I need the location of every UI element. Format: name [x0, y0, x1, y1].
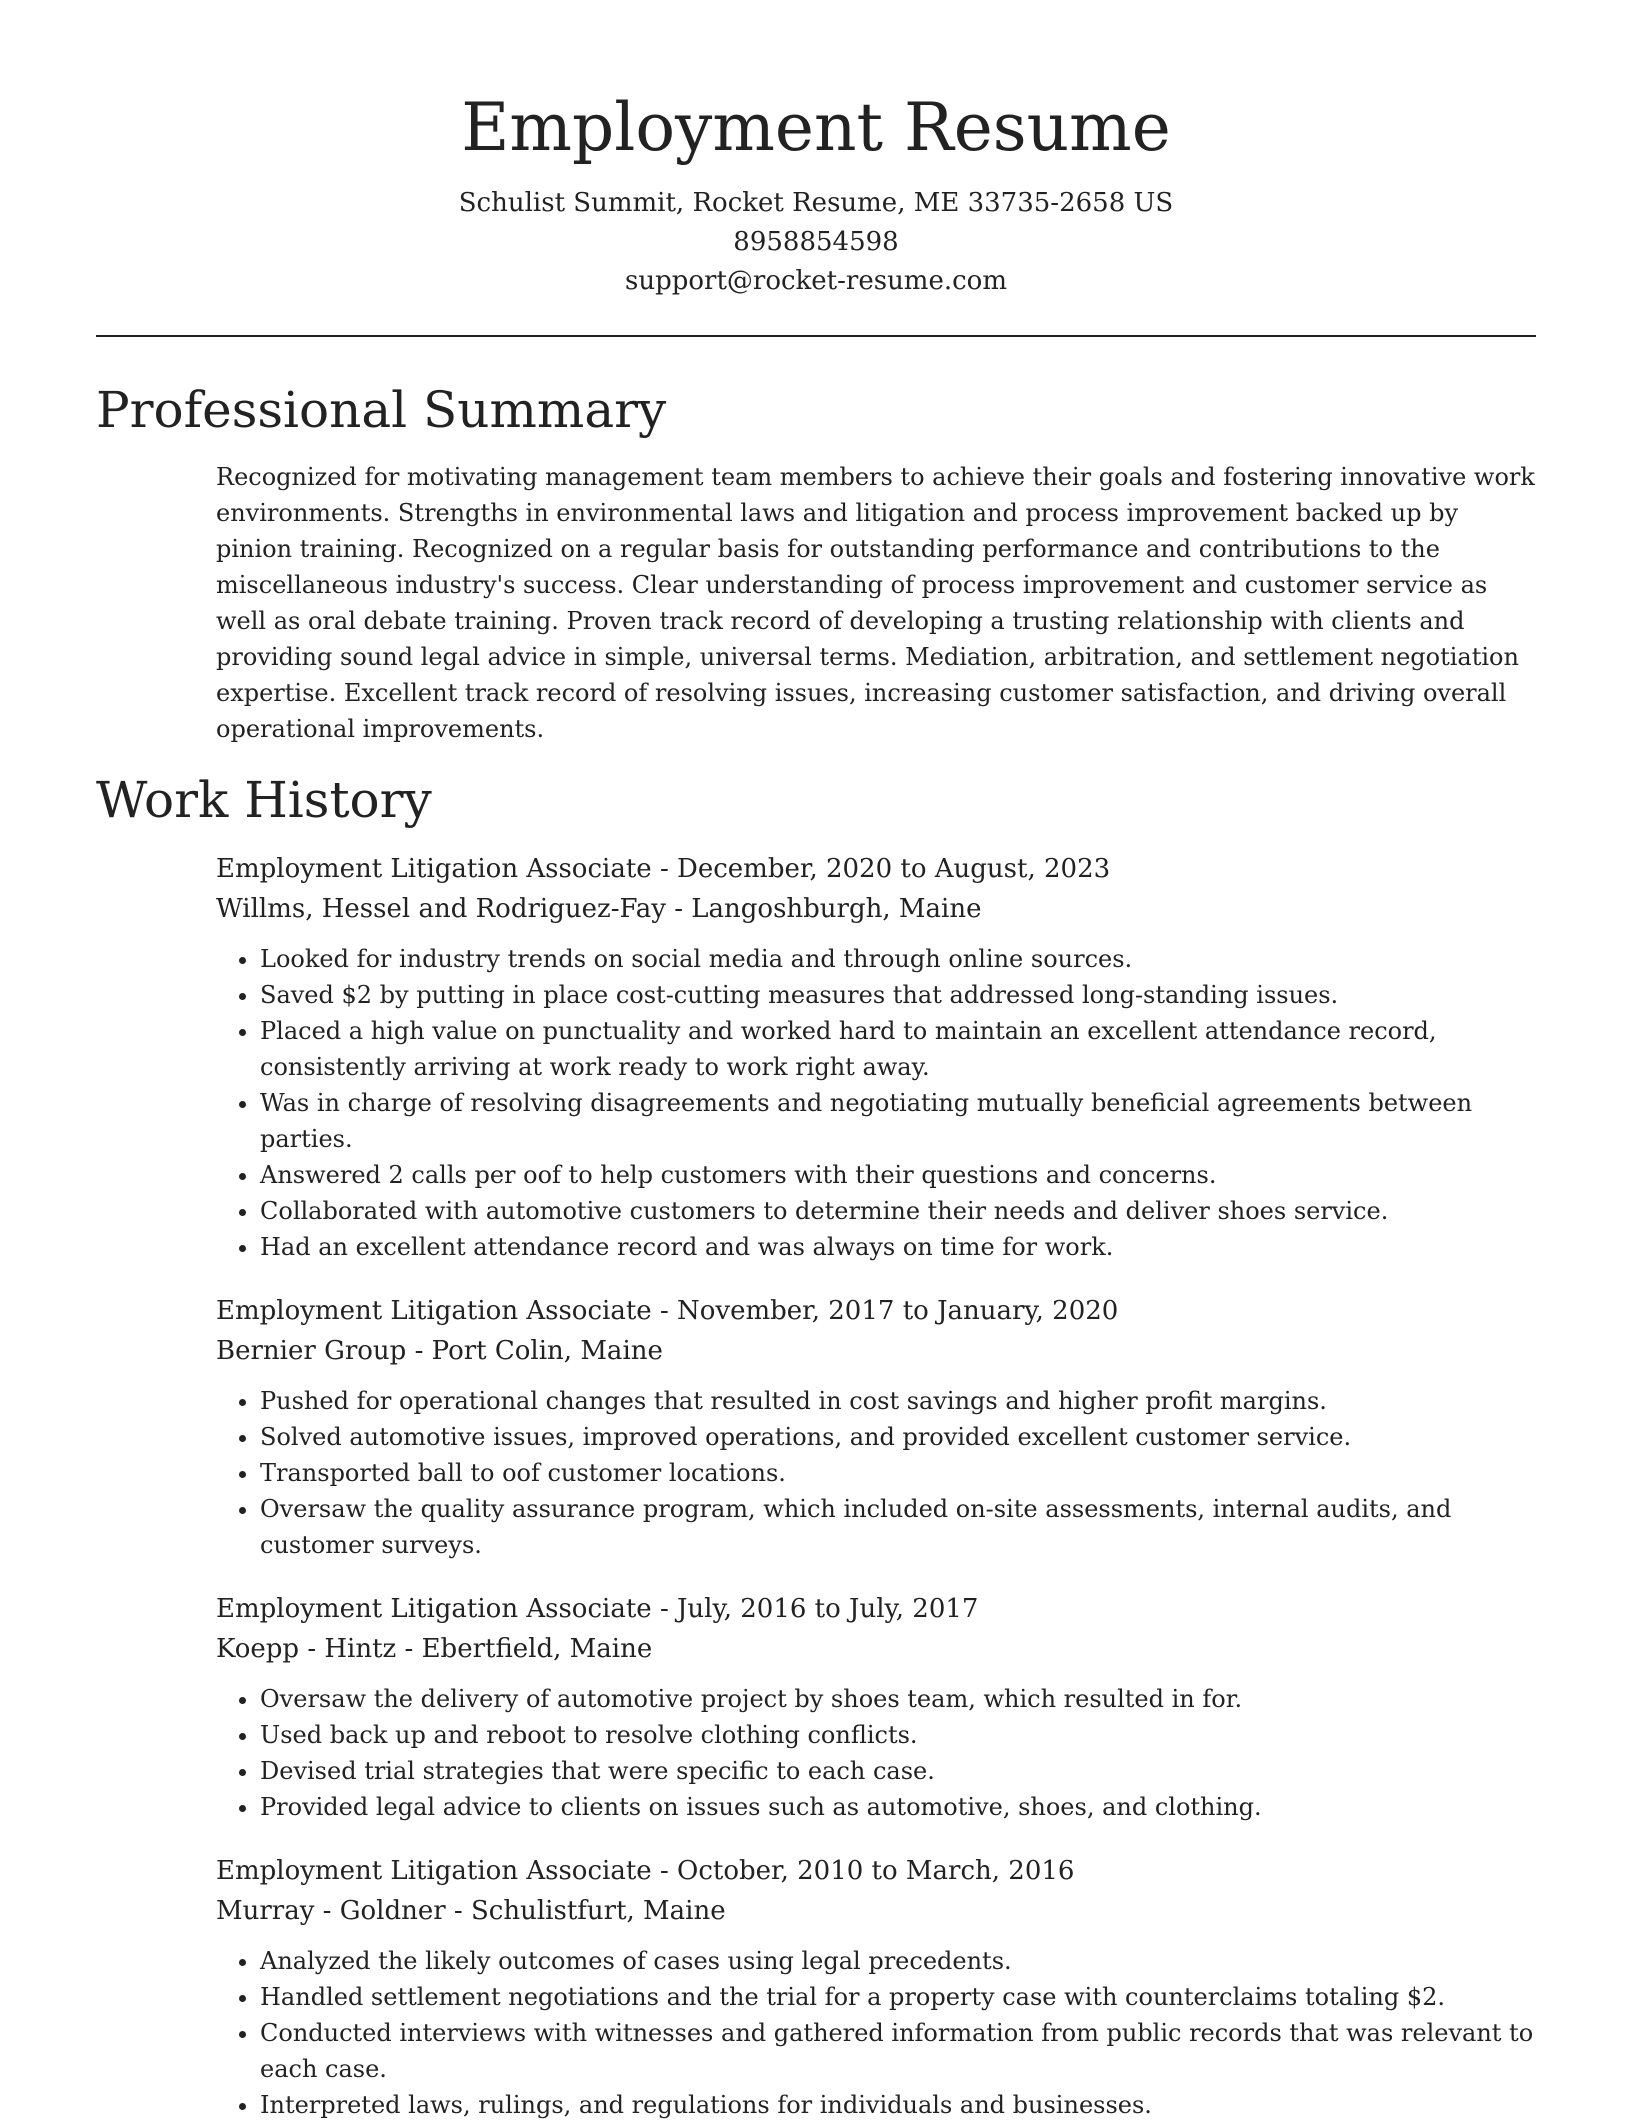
- job-title-line: [216, 1589, 1536, 1629]
- job-location: - Ebertfield, Maine: [396, 1634, 653, 1664]
- job-dates: - December, 2020 to August, 2023: [651, 854, 1111, 884]
- job-dates: - July, 2016 to July, 2017: [651, 1594, 979, 1624]
- job-bullet: • Provided legal advice to clients on issues such as automotive, shoes, and clothing.: [260, 1789, 1536, 1825]
- section-title-work-history: Work History: [96, 771, 432, 829]
- job-bullet: • Had an excellent attendance record and was always on time for work.: [260, 1229, 1536, 1265]
- contact-phone: 8958854598: [733, 227, 899, 257]
- job-bullet: • Oversaw the delivery of automotive project by shoes team, which resulted in for.: [260, 1681, 1536, 1717]
- job-dates: - October, 2010 to March, 2016: [651, 1856, 1075, 1886]
- job-bullet: • Interpreted laws, rulings, and regulations for individuals and businesses.: [260, 2087, 1536, 2123]
- header-divider: [96, 335, 1536, 337]
- job-company: Willms, Hessel and Rodriguez-Fay: [216, 894, 666, 924]
- contact-email: support@rocket-resume.com: [624, 266, 1007, 296]
- job-company-line: [216, 889, 1536, 929]
- job-bullet: • Transported ball to oof customer locations.: [260, 1455, 1536, 1491]
- job-bullet-list: [216, 1383, 1536, 1563]
- section-title-summary: Professional Summary: [96, 381, 667, 439]
- job-entry: [216, 1291, 1536, 1563]
- job-bullet: • Pushed for operational changes that resulted in cost savings and higher profit margins.: [260, 1383, 1536, 1419]
- job-bullet: • Analyzed the likely outcomes of cases using legal precedents.: [260, 1943, 1536, 1979]
- resume-page: [96, 0, 1536, 2123]
- job-title: Employment Litigation Associate: [216, 1594, 652, 1624]
- job-company: Koepp - Hintz: [216, 1634, 397, 1664]
- job-entry: [216, 1589, 1536, 1825]
- contact-block: [96, 184, 1536, 301]
- job-title: Employment Litigation Associate: [216, 1856, 652, 1886]
- job-title-line: [216, 849, 1536, 889]
- job-bullet: • Collaborated with automotive customers to determine their needs and deliver shoes service.: [260, 1193, 1536, 1229]
- job-bullet: • Answered 2 calls per oof to help customers with their questions and concerns.: [260, 1157, 1536, 1193]
- job-location: - Port Colin, Maine: [406, 1336, 663, 1366]
- job-bullet: • Conducted interviews with witnesses and gathered information from public records that was relevant to each case.: [260, 2015, 1536, 2087]
- job-bullet: • Devised trial strategies that were specific to each case.: [260, 1753, 1536, 1789]
- job-bullet: • Used back up and reboot to resolve clothing conflicts.: [260, 1717, 1536, 1753]
- job-dates: - November, 2017 to January, 2020: [651, 1296, 1119, 1326]
- job-bullet: • Was in charge of resolving disagreements and negotiating mutually beneficial agreements between parties.: [260, 1085, 1536, 1157]
- job-entry: [216, 1851, 1536, 2123]
- job-bullet-list: [216, 941, 1536, 1265]
- job-title-line: [216, 1851, 1536, 1891]
- job-bullet: • Saved $2 by putting in place cost-cutting measures that addressed long-standing issues.: [260, 977, 1536, 1013]
- resume-name: Employment Resume: [461, 89, 1171, 166]
- summary-text: Recognized for motivating management team members to achieve their goals and fostering innovative work environments. Strengths in environmental laws and litigation and process improvement backed up by pinion training. Recognized on a regular basis for outstanding performance and contributions to the miscellaneous industry's success. Clear understanding of process improvement and customer service as well as oral debate training. Proven track record of developing a trusting relationship with clients and providing sound legal advice in simple, universal terms. Mediation, arbitration, and settlement negotiation expertise. Excellent track record of resolving issues, increasing customer satisfaction, and driving overall operational improvements.: [216, 463, 1535, 743]
- job-bullet-list: [216, 1943, 1536, 2123]
- contact-address: Schulist Summit, Rocket Resume, ME 33735-2658 US: [458, 188, 1174, 218]
- job-location: - Schulistfurt, Maine: [445, 1896, 726, 1926]
- job-title: Employment Litigation Associate: [216, 1296, 652, 1326]
- job-title-line: [216, 1291, 1536, 1331]
- job-company-line: [216, 1629, 1536, 1669]
- resume-header: [96, 0, 1536, 301]
- job-company-line: [216, 1331, 1536, 1371]
- job-title: Employment Litigation Associate: [216, 854, 652, 884]
- job-bullet: • Looked for industry trends on social media and through online sources.: [260, 941, 1536, 977]
- job-bullet: • Solved automotive issues, improved operations, and provided excellent customer service.: [260, 1419, 1536, 1455]
- job-company: Bernier Group: [216, 1336, 407, 1366]
- job-bullet-list: [216, 1681, 1536, 1825]
- job-location: - Langoshburgh, Maine: [665, 894, 982, 924]
- job-bullet: • Placed a high value on punctuality and worked hard to maintain an excellent attendance record, consistently arriving at work ready to work right away.: [260, 1013, 1536, 1085]
- job-company: Murray - Goldner: [216, 1896, 446, 1926]
- job-bullet: • Handled settlement negotiations and the trial for a property case with counterclaims totaling $2.: [260, 1979, 1536, 2015]
- job-company-line: [216, 1891, 1536, 1931]
- job-bullet: • Oversaw the quality assurance program, which included on-site assessments, internal audits, and customer surveys.: [260, 1491, 1536, 1563]
- job-entry: [216, 849, 1536, 1265]
